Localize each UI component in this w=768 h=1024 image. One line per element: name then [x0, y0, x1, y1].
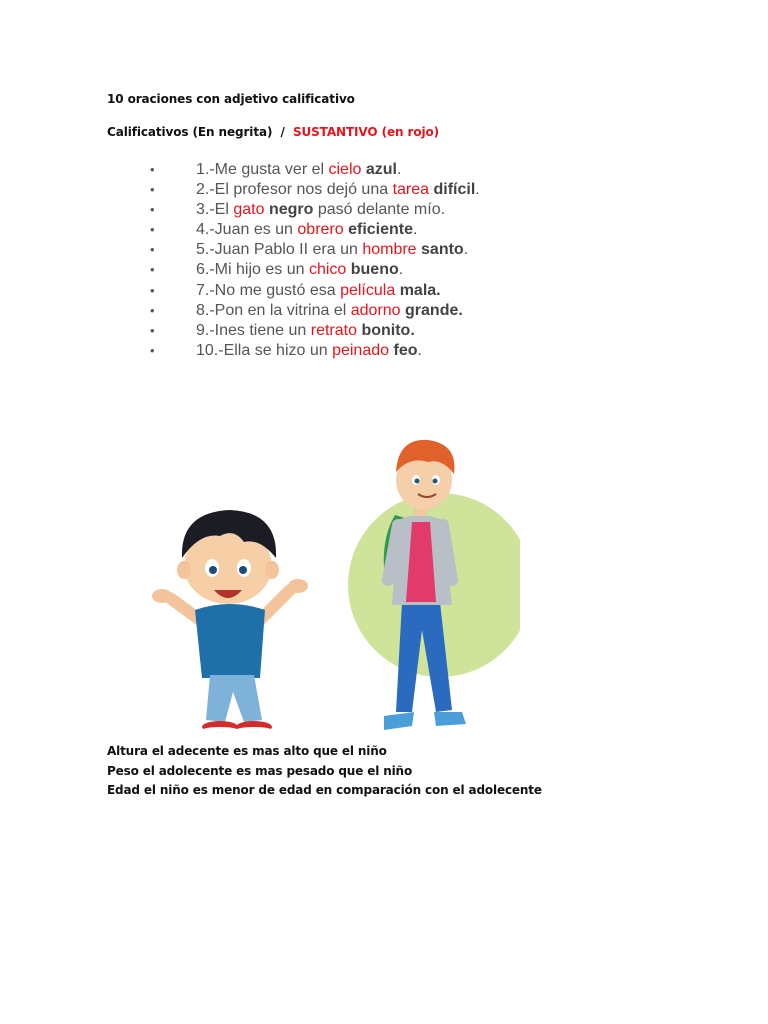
sentence-item [150, 281, 480, 301]
noun-word: peinado [332, 341, 390, 359]
sentence-text: 3.-El [196, 201, 234, 219]
noun-word: hombre [362, 241, 417, 259]
sentence-item [150, 200, 480, 220]
legend-separator: / [280, 125, 285, 139]
sentence-text: 4.-Juan es un [196, 221, 298, 239]
sentence-text: 7.-No me gustó esa [196, 281, 341, 299]
noun-word: retrato [310, 321, 357, 339]
sentence-item [150, 260, 480, 280]
sentence-item [150, 240, 480, 260]
noun-word: película [340, 281, 396, 299]
page-title: 10 oraciones con adjetivo calificativo [107, 92, 355, 106]
adjective-word: negro [268, 201, 314, 219]
note-line-peso: Peso el adolecente es mas pesado que el niño [107, 763, 413, 778]
teen-figure [384, 440, 466, 730]
note-line-altura: Altura el adecente es mas alto que el niño [107, 744, 387, 758]
note-line-edad: Edad el niño es menor de edad en comparación con el adolecente [107, 783, 542, 797]
adjective-word: azul [365, 161, 397, 178]
adjective-word: grande. [405, 301, 463, 319]
noun-word: adorno [350, 301, 401, 319]
sentence-text: . [463, 241, 469, 259]
noun-word: cielo [328, 161, 362, 178]
comparison-notes [107, 742, 542, 801]
adjective-word: mala. [399, 281, 441, 299]
legend-bold-label: Calificativos (En negrita) [107, 125, 273, 139]
sentence-item [150, 321, 480, 341]
adjective-word: bueno [350, 261, 399, 279]
sentence-text: pasó delante mío. [313, 201, 446, 219]
legend-line [107, 125, 439, 139]
sentence-item [150, 160, 480, 180]
sentence-text: . [396, 161, 402, 178]
noun-word: chico [308, 261, 347, 279]
sentence-text: . [398, 261, 404, 279]
sentence-text: 5.-Juan Pablo II era un [196, 241, 363, 259]
adjective-word: feo [393, 341, 418, 359]
sentence-text: 2.-El profesor nos dejó una [196, 181, 393, 199]
sentence-text: . [417, 341, 422, 359]
sentence-item [150, 180, 480, 200]
sentence-list [150, 160, 480, 361]
noun-word: tarea [392, 181, 430, 199]
sentence-text: 6.-Mi hijo es un [196, 261, 309, 279]
sentence-item [150, 220, 480, 240]
sentence-text: . [413, 221, 418, 239]
sentence-item [150, 341, 480, 361]
sentence-text: . [475, 181, 480, 199]
adjective-word: difícil [433, 181, 476, 199]
sentence-text: 1.-Me gusta ver el [196, 161, 329, 178]
sentence-text: 8.-Pon en la vitrina el [196, 301, 351, 319]
adjective-word: eficiente [348, 221, 414, 239]
adjective-word: santo [421, 241, 464, 259]
sentence-text: 9.-Ines tiene un [196, 321, 311, 339]
legend-red-label: SUSTANTIVO (en rojo) [292, 125, 440, 139]
kids-illustration [140, 430, 520, 750]
noun-word: obrero [297, 221, 344, 239]
adjective-word: bonito. [361, 321, 415, 339]
noun-word: gato [233, 201, 265, 219]
boy-figure [152, 510, 308, 733]
sentence-item [150, 301, 480, 321]
sentence-text: 10.-Ella se hizo un [196, 341, 333, 359]
